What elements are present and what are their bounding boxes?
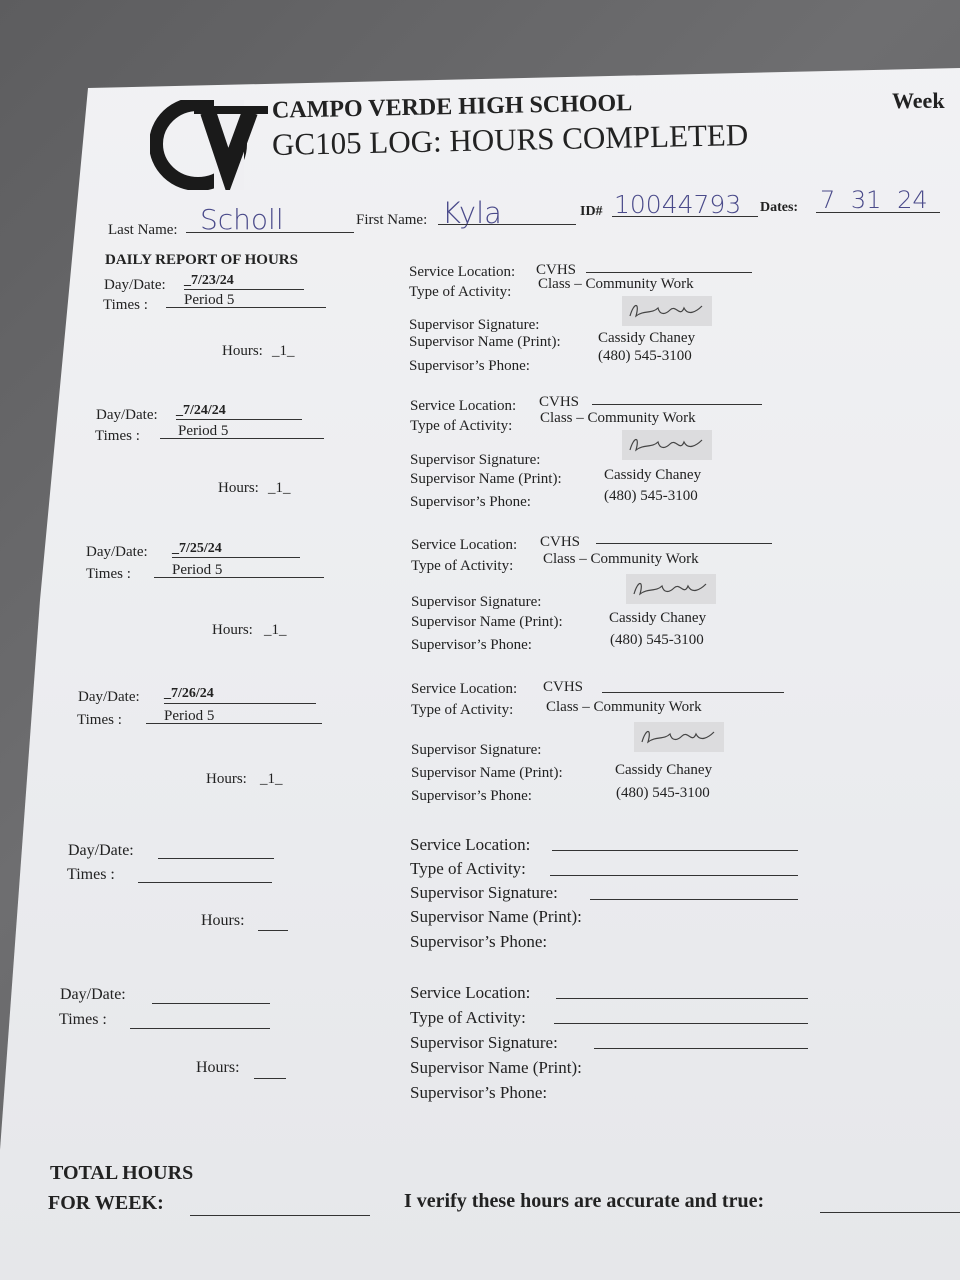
supervisor-name-label: Supervisor Name (Print):: [410, 1058, 582, 1077]
entry-location-line: [586, 272, 752, 273]
blank-date-line: [158, 858, 274, 859]
school-name: CAMPO VERDE HIGH SCHOOL: [271, 90, 633, 124]
first-name-line: [438, 224, 576, 225]
day-date-label: Day/Date:: [104, 277, 166, 293]
supervisor-phone-label: Supervisor’s Phone:: [410, 494, 531, 510]
supervisor-name-label: Supervisor Name (Print):: [411, 614, 563, 630]
blank-activity-line: [554, 1023, 808, 1024]
entry-supervisor: Cassidy Chaney: [598, 330, 696, 346]
blank-date-line: [152, 1003, 270, 1004]
supervisor-signature-label: Supervisor Signature:: [409, 317, 540, 333]
supervisor-signature-image: [622, 430, 712, 460]
day-date-label: Day/Date:: [68, 842, 134, 859]
entry-hours: _1_: [268, 480, 291, 496]
entry-phone: (480) 545-3100: [610, 632, 704, 648]
entry-time-line: [166, 307, 326, 308]
last-name-label: Last Name:: [108, 222, 178, 238]
entry-date-line: [184, 289, 304, 290]
supervisor-signature-label: Supervisor Signature:: [411, 742, 542, 758]
service-location-label: Service Location:: [411, 537, 518, 553]
blank-signature-line: [594, 1048, 808, 1049]
entry-location-line: [602, 692, 784, 693]
activity-label: Type of Activity:: [411, 702, 514, 718]
supervisor-signature-label: Supervisor Signature:: [411, 594, 542, 610]
entry-time-line: [160, 438, 324, 439]
supervisor-signature-label: Supervisor Signature:: [410, 1033, 558, 1052]
supervisor-name-label: Supervisor Name (Print):: [411, 765, 563, 781]
supervisor-signature-image: [622, 296, 712, 326]
hours-label: Hours:: [218, 480, 259, 496]
entry-time: Period 5: [164, 708, 215, 724]
times-label: Times :: [95, 428, 140, 444]
supervisor-phone-label: Supervisor’s Phone:: [410, 1083, 548, 1102]
first-name-value: Kyla: [442, 196, 502, 230]
supervisor-signature-label: Supervisor Signature:: [410, 883, 558, 902]
entry-supervisor: Cassidy Chaney: [604, 467, 702, 483]
supervisor-phone-label: Supervisor’s Phone:: [411, 788, 532, 804]
entry-location-line: [596, 543, 772, 544]
service-location-label: Service Location:: [410, 835, 531, 854]
blank-signature-line: [590, 899, 798, 900]
activity-label: Type of Activity:: [410, 1008, 526, 1027]
blank-location-line: [552, 850, 798, 851]
blank-hours-line: [254, 1078, 286, 1079]
entry-supervisor: Cassidy Chaney: [609, 610, 707, 626]
supervisor-phone-label: Supervisor’s Phone:: [411, 637, 532, 653]
entry-date-line: [176, 419, 302, 420]
dates-label: Dates:: [760, 200, 799, 215]
entry-location: CVHS: [539, 394, 580, 410]
day-date-label: Day/Date:: [78, 689, 140, 705]
entry-supervisor: Cassidy Chaney: [615, 762, 713, 778]
week-label: Week: [892, 88, 945, 113]
supervisor-signature-image: [634, 722, 724, 752]
service-location-label: Service Location:: [410, 983, 531, 1002]
entry-date: _7/24/24: [176, 403, 226, 418]
entry-phone: (480) 545-3100: [598, 348, 692, 364]
entry-date: _7/25/24: [172, 541, 222, 556]
total-hours-line: [190, 1215, 370, 1216]
activity-label: Type of Activity:: [411, 558, 514, 574]
activity-label: Type of Activity:: [410, 859, 526, 878]
entry-hours: _1_: [264, 622, 287, 638]
total-hours-label: TOTAL HOURS: [50, 1162, 194, 1184]
blank-time-line: [138, 882, 272, 883]
supervisor-name-label: Supervisor Name (Print):: [410, 907, 582, 926]
entry-phone: (480) 545-3100: [616, 785, 710, 801]
supervisor-name-label: Supervisor Name (Print):: [409, 334, 561, 350]
hours-label: Hours:: [201, 912, 245, 929]
times-label: Times :: [77, 712, 122, 728]
first-name-label: First Name:: [356, 212, 428, 228]
hours-label: Hours:: [222, 343, 263, 359]
activity-label: Type of Activity:: [410, 418, 513, 434]
supervisor-signature-image: [626, 574, 716, 604]
day-date-label: Day/Date:: [86, 544, 148, 560]
verify-signature-line: [820, 1212, 960, 1213]
entry-date: _7/23/24: [184, 273, 234, 288]
hours-label: Hours:: [196, 1059, 240, 1076]
times-label: Times :: [59, 1011, 107, 1028]
entry-time-line: [154, 577, 324, 578]
entry-location: CVHS: [536, 262, 577, 278]
entry-time: Period 5: [178, 423, 229, 439]
times-label: Times :: [86, 566, 131, 582]
entry-hours: _1_: [260, 771, 283, 787]
service-location-label: Service Location:: [411, 681, 518, 697]
entry-location: CVHS: [540, 534, 581, 550]
id-label: ID#: [580, 204, 603, 219]
verify-statement: I verify these hours are accurate and true:: [404, 1190, 765, 1212]
id-line: [612, 216, 758, 217]
entry-date-line: [164, 703, 316, 704]
entry-time-line: [146, 723, 322, 724]
dates-line: [816, 212, 940, 213]
form-title: GC105 LOG: HOURS COMPLETED: [271, 117, 749, 162]
hours-label: Hours:: [212, 622, 253, 638]
entry-location: CVHS: [543, 679, 584, 695]
entry-hours: _1_: [272, 343, 295, 359]
entry-time: Period 5: [184, 292, 235, 308]
times-label: Times :: [67, 866, 115, 883]
blank-location-line: [556, 998, 808, 999]
hours-label: Hours:: [206, 771, 247, 787]
entry-time: Period 5: [172, 562, 223, 578]
entry-activity: Class – Community Work: [538, 276, 694, 292]
school-logo: [150, 100, 270, 190]
entry-phone: (480) 545-3100: [604, 488, 698, 504]
day-date-label: Day/Date:: [96, 407, 158, 423]
total-hours-label-2: FOR WEEK:: [48, 1192, 164, 1214]
dates-value: 7 31 24: [820, 186, 928, 214]
supervisor-signature-label: Supervisor Signature:: [410, 452, 541, 468]
last-name-value: Scholl: [200, 203, 284, 236]
day-date-label: Day/Date:: [60, 986, 126, 1003]
entry-location-line: [592, 404, 762, 405]
times-label: Times :: [103, 297, 148, 313]
entry-date-line: [172, 557, 300, 558]
supervisor-phone-label: Supervisor’s Phone:: [409, 358, 530, 374]
supervisor-name-label: Supervisor Name (Print):: [410, 471, 562, 487]
service-location-label: Service Location:: [410, 398, 517, 414]
blank-time-line: [130, 1028, 270, 1029]
entry-date: _7/26/24: [164, 686, 214, 701]
activity-label: Type of Activity:: [409, 284, 512, 300]
entry-activity: Class – Community Work: [543, 551, 699, 567]
service-location-label: Service Location:: [409, 264, 516, 280]
entry-activity: Class – Community Work: [540, 410, 696, 426]
id-value: 10044793: [614, 190, 742, 219]
blank-activity-line: [550, 875, 798, 876]
last-name-line: [186, 232, 354, 233]
blank-hours-line: [258, 930, 288, 931]
entry-activity: Class – Community Work: [546, 699, 702, 715]
report-heading: DAILY REPORT OF HOURS: [105, 252, 298, 268]
supervisor-phone-label: Supervisor’s Phone:: [410, 932, 548, 951]
